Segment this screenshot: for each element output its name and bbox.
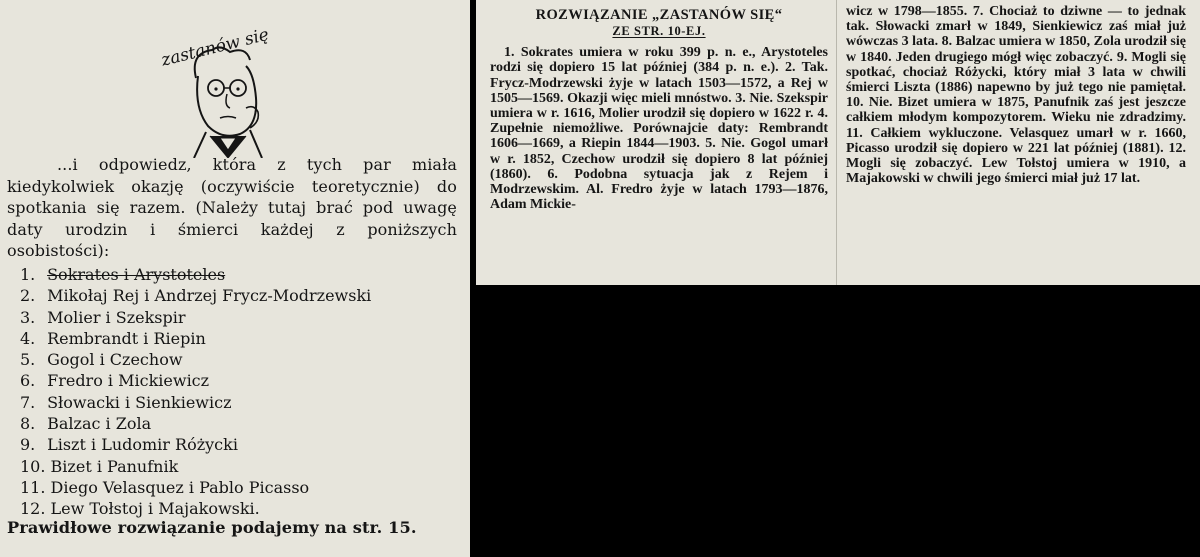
list-item bbox=[20, 264, 371, 285]
list-item-text: Bizet i Panufnik bbox=[50, 456, 179, 476]
question-intro-text: ...i odpowiedz, która z tych par miała kiedykolwiek okazję (oczywiście teoretycznie) do spotkania się razem. (Należy tutaj brać pod uwagę daty urodzin i śmierci każdej z poniższych osobistości): bbox=[7, 155, 457, 260]
list-item-number: 11. bbox=[20, 477, 46, 497]
list-item-number: 10. bbox=[20, 456, 46, 476]
list-item-number: 9. bbox=[20, 435, 36, 455]
list-item-number: 3. bbox=[20, 307, 36, 327]
list-item-text: Sokrates i Arystoteles bbox=[47, 265, 226, 284]
list-item bbox=[20, 349, 371, 370]
list-item-number: 4. bbox=[20, 328, 36, 348]
list-item-text: Gogol i Czechow bbox=[47, 350, 183, 370]
pairs-list bbox=[20, 264, 371, 520]
list-item-text: Mikołaj Rej i Andrzej Frycz-Modrzewski bbox=[47, 286, 372, 306]
list-item bbox=[20, 434, 371, 455]
list-item-number: 6. bbox=[20, 371, 36, 391]
solution-text-1: 1. Sokrates umiera w roku 399 p. n. e., Arystoteles rodzi się dopiero 15 lat później (384 p. n. e.). 2. Tak. Frycz-Modrzewski żyje w latach 1503—1572, a Rej w 1505—1569. Okazji więc mieli mnóstwo. 3. Nie. Szekspir umiera w r. 1616, Molier urodził się dopiero w 1622 r. 4. Zupełnie niemożliwe. Porównajcie daty: Rembrandt 1606—1669, a Riepin 1844—1903. 5. Nie. Gogol umarł w r. 1852, Czechow urodził się dopiero 8 lat później (1860). 6. Podobna sytuacja jak z Rejem i Modrzewskim. Al. Fredro żyje w latach 1793—1876, Adam Mickie- bbox=[490, 45, 828, 213]
list-item-text: Molier i Szekspir bbox=[47, 307, 186, 327]
list-item bbox=[20, 392, 371, 413]
list-item-number: 7. bbox=[20, 392, 36, 412]
list-item-number: 1. bbox=[20, 265, 36, 284]
list-item-text: Fredro i Mickiewicz bbox=[47, 371, 210, 391]
list-item bbox=[20, 477, 371, 498]
list-item-text: Diego Velasquez i Pablo Picasso bbox=[50, 477, 310, 497]
list-item-number: 2. bbox=[20, 286, 36, 306]
answer-page-note: Prawidłowe rozwiązanie podajemy na str. 15. bbox=[7, 518, 417, 537]
list-item-text: Lew Tołstoj i Majakowski. bbox=[50, 499, 260, 519]
list-item-text: Liszt i Ludomir Różycki bbox=[47, 435, 238, 455]
solution-title: ROZWIĄZANIE „ZASTANÓW SIĘ“ bbox=[535, 7, 783, 23]
puzzle-question-panel bbox=[0, 0, 470, 557]
thinking-man-caricature bbox=[150, 8, 310, 158]
list-item-text: Balzac i Zola bbox=[47, 414, 152, 434]
list-item-text: Słowacki i Sienkiewicz bbox=[47, 392, 232, 412]
list-item bbox=[20, 498, 371, 519]
list-item-number: 12. bbox=[20, 499, 46, 519]
list-item-number: 8. bbox=[20, 414, 36, 434]
list-item bbox=[20, 307, 371, 328]
list-item bbox=[20, 413, 371, 434]
solution-column-2 bbox=[846, 4, 1186, 186]
solution-subtitle: ZE STR. 10-EJ. bbox=[612, 24, 706, 38]
list-item bbox=[20, 370, 371, 391]
solution-column-1 bbox=[490, 4, 828, 212]
solution-text-2: wicz w 1798—1855. 7. Chociaż to dziwne — to jednak tak. Słowacki zmarł w 1849, Sienkiewicz zaś miał już wówczas 3 lata. 8. Balzac umiera w 1850, Zola urodził się w 1840. Jeden drugiego mógł więc zobaczyć. 9. Mogli się spotkać, chociaż Różycki, który miał 3 lata w chwili śmierci Liszta (1886) napewno by już tego nie pamiętał. 10. Nie. Bizet umiera w 1875, Panufnik zaś jest jeszcze całkiem młodym kompozytorem. Wieku nie zdradzimy. 11. Całkiem wykluczone. Velasquez umarł w r. 1660, Picasso urodził się dopiero w 221 lat później (1881). 12. Mogli się zobaczyć. Lew Tołstoj umiera w 1910, a Majakowski w chwili jego śmierci miał już 17 lat. bbox=[846, 4, 1186, 187]
caricature-lettering: zastanów się bbox=[159, 24, 272, 71]
list-item bbox=[20, 328, 371, 349]
question-intro bbox=[7, 154, 457, 262]
list-item-text: Rembrandt i Riepin bbox=[47, 328, 206, 348]
list-item-number: 5. bbox=[20, 350, 36, 370]
column-divider bbox=[836, 0, 837, 285]
list-item bbox=[20, 285, 371, 306]
list-item bbox=[20, 456, 371, 477]
solution-panel bbox=[476, 0, 1200, 285]
